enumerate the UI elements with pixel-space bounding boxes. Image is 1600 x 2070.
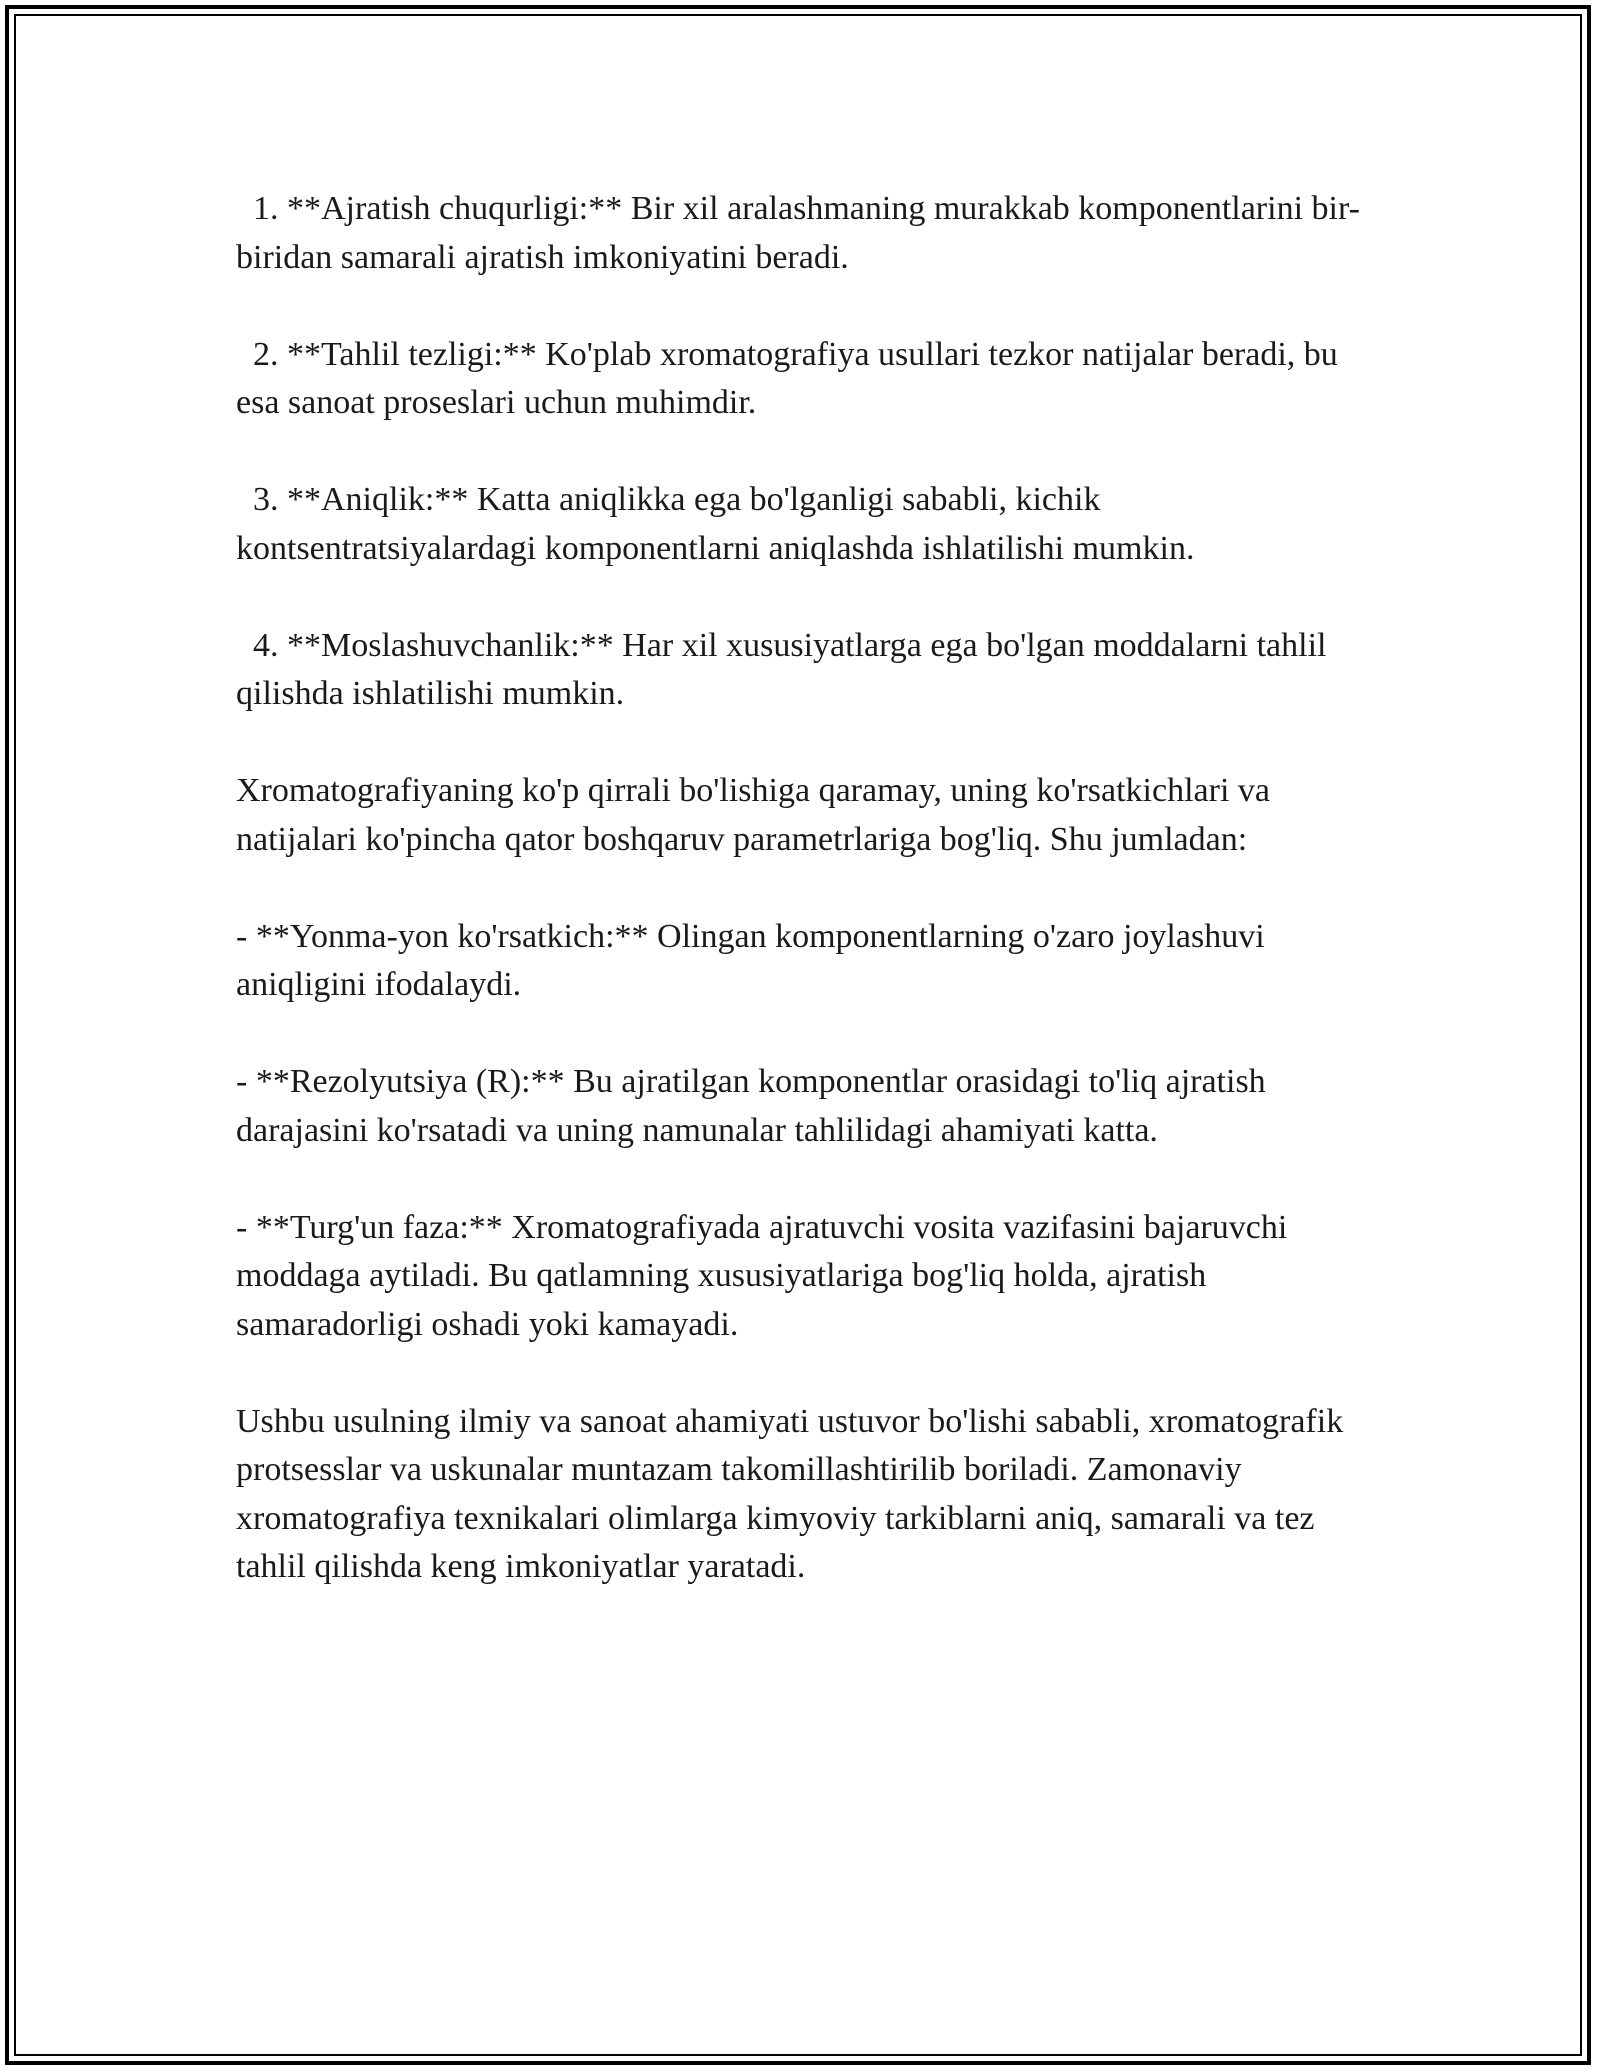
intro-paragraph-parameters: Xromatografiyaning ko'p qirrali bo'lishiga qaramay, uning ko'rsatkichlari va natijalari ko'pincha qator boshqaruv parametrlariga bog'liq. Shu jumladan: [236,772,1279,858]
closing-paragraph: Ushbu usulning ilmiy va sanoat ahamiyati ustuvor bo'lishi sababli, xromatografik protsesslar va uskunalar muntazam takomillashtirilib boriladi. Zamonaviy xromatografiya texnikalari olimlarga kimyoviy tarkiblarni aniq, samarali va tez tahlil qilishda keng imkoniyatlar yaratadi. [236,1402,1352,1585]
list-item-moslashuvchanlik: 4. **Moslashuvchanlik:** Har xil xususiyatlarga ega bo'lgan moddalarni tahlil qilishda ishlatilishi mumkin. [236,626,1335,712]
list-item-ajratish-chuqurligi: 1. **Ajratish chuqurligi:** Bir xil aralashmaning murakkab komponentlarini bir-biridan samarali ajratish imkoniyatini beradi. [236,190,1360,276]
bullet-item-rezolyutsiya: - **Rezolyutsiya (R):** Bu ajratilgan komponentlar orasidagi to'liq ajratish darajasini ko'rsatadi va uning namunalar tahlilidagi ahamiyati katta. [236,1063,1275,1149]
bullet-item-yonma-yon: - **Yonma-yon ko'rsatkich:** Olingan komponentlarning o'zaro joylashuvi aniqligini ifodalaydi. [236,917,1274,1003]
list-item-tahlil-tezligi: 2. **Tahlil tezligi:** Ko'plab xromatografiya usullari tezkor natijalar beradi, bu esa sanoat proseslari uchun muhimdir. [236,335,1347,421]
document-body [236,185,1386,1592]
list-item-aniqlik: 3. **Aniqlik:** Katta aniqlikka ega bo'lganligi sababli, kichik kontsentratsiyalardagi komponentlarni aniqlashda ishlatilishi mumkin. [236,481,1195,567]
bullet-item-turgun-faza: - **Turg'un faza:** Xromatografiyada ajratuvchi vosita vazifasini bajaruvchi moddaga aytiladi. Bu qatlamning xususiyatlariga bog'liq holda, ajratish samaradorligi oshadi yoki kamayadi. [236,1208,1296,1343]
